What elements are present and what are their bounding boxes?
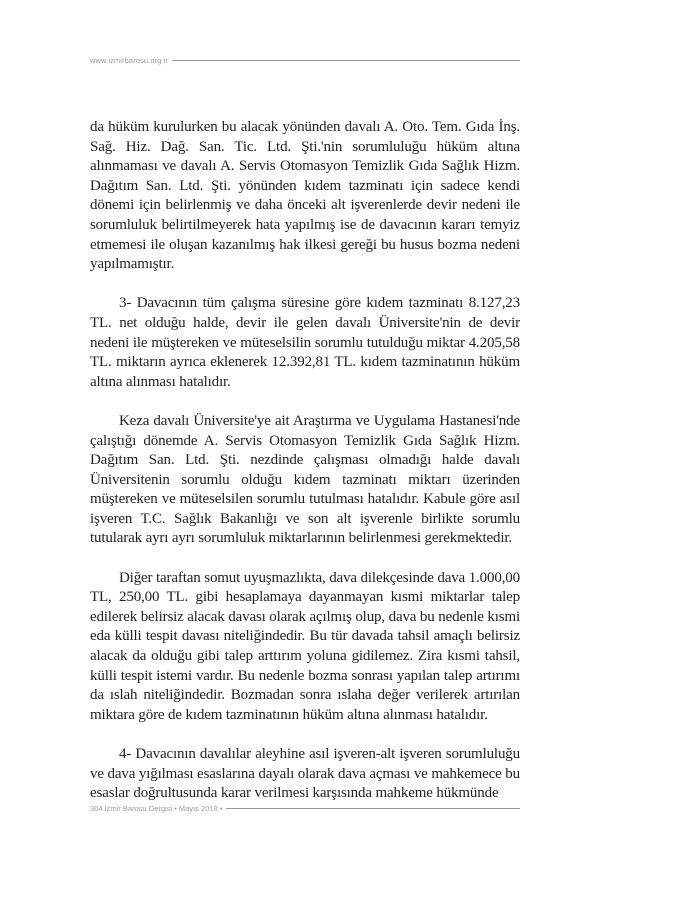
footer-text: 364 İzmir Barosu Dergisi • Mayıs 2018 • bbox=[90, 803, 223, 813]
page-body bbox=[90, 118, 520, 804]
paragraph-item-3: 3- Davacının tüm çalışma süresine göre kıdem tazminatı 8.127,23 TL. net olduğu halde, devir ile gelen davalı Üniversite'nin de devir nedeni ile müştereken ve müteselsilin sorumlu tutulduğu miktar 4.205,58 TL. miktarın ayrıca eklenerek 12.392,81 TL. kıdem tazminatının hüküm altına alınması hatalıdır. bbox=[90, 295, 520, 390]
paragraph-item-4: 4- Davacının davalılar aleyhine asıl işveren-alt işveren sorumluluğu ve dava yığılması esaslarına dayalı olarak dava açması ve mahkemece bu esaslar doğrultusunda karar verilmesi karşısında mahkeme hükmünde bbox=[90, 746, 520, 802]
paragraph-continuation: da hüküm kurulurken bu alacak yönünden davalı A. Oto. Tem. Gıda İnş. Sağ. Hiz. Dağ. San. Tic. Ltd. Şti.'nin sorumluluğu hüküm altına alınmaması ve davalı A. Servis Otomasyon Temizlik Gıda Sağlık Hizm. Dağıtım San. Ltd. Şti. yönünden kıdem tazminatı için sadece kendi dönemi için belirlenmiş ve daha önceki alt işverenlerde devir nedeni ile sorumluluk belirtilmeyerek hata yapılmış ise de davacının kararı temyiz etmemesi ile oluşan kazanılmış hak ilkesi gereği bu husus bozma nedeni yapılmamıştır. bbox=[90, 119, 520, 273]
page-header bbox=[90, 53, 520, 67]
header-url: www.izmirbarosu.org.tr bbox=[90, 55, 169, 65]
page-footer bbox=[90, 801, 520, 815]
header-rule bbox=[172, 60, 520, 61]
paragraph-diger-taraftan: Diğer taraftan somut uyuşmazlıkta, dava dilekçesinde dava 1.000,00 TL, 250,00 TL. gibi hesaplamaya dayanmayan kısmi miktarlar talep edilerek belirsiz alacak davası olarak açılmış olup, dava bu nedenle kısmi eda külli tespit davası niteliğindedir. Bu tür davada tahsil amaçlı belirsiz alacak da olduğu gibi talep arttırım yoluna gidilemez. Zira kısmi tahsil, külli tespit istemi vardır. Bu nedenle bozma sonrası yapılan talep artırımı da ıslah niteliğindedir. Bozmadan sonra ıslaha değer verilerek artırılan miktara göre de kıdem tazminatının hüküm altına alınması hatalıdır. bbox=[90, 569, 520, 723]
paragraph-keza: Keza davalı Üniversite'ye ait Araştırma ve Uygulama Hastanesi'nde çalıştığı dönemde A. Servis Otomasyon Temizlik Gıda Sağlık Hizm. Dağıtım San. Ltd. Şti. nezdinde çalışması olmadığı halde davalı Üniversitenin sorumlu olduğu kıdem tazminatı miktarı üzerinden müştereken ve müteselsilen sorumlu tutulması hatalıdır. Kabule göre asıl işveren T.C. Sağlık Bakanlığı ve son alt işverenle birlikte sorumlu tutularak ayrı ayrı sorumluluk miktarlarının belirlenmesi gerekmektedir. bbox=[90, 412, 520, 547]
footer-rule bbox=[226, 808, 520, 809]
